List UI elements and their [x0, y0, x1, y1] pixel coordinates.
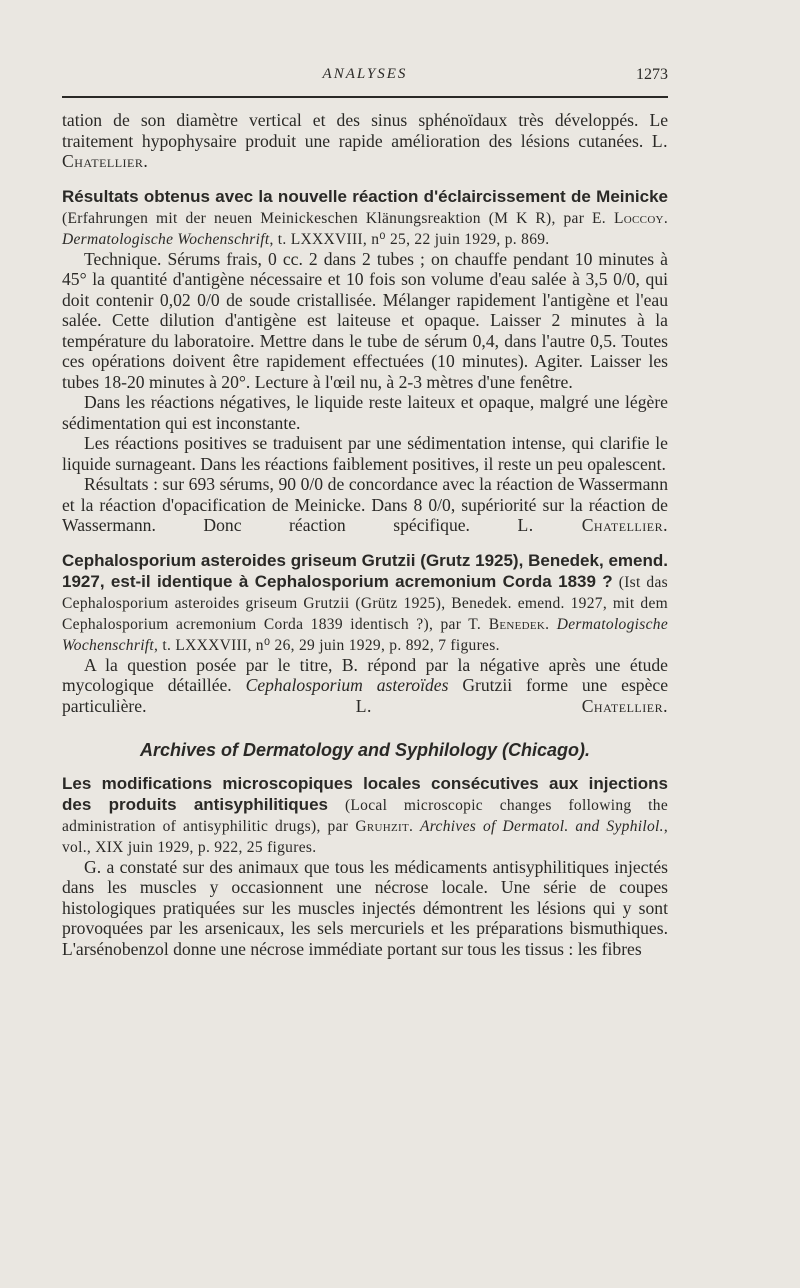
signature: L. Chatellier.	[62, 130, 668, 171]
body-paragraph: G. a constaté sur des animaux que tous les médicaments antisyphilitiques injectés dans les muscles y occasionnent une nécrose locale. Une série de coupes histologiques pratiquées sur les muscles injectés démontrent les lésions qui y sont provoquées par les arsenicaux, les sels mercuriels et les préparations bismuthiques. L'arsénobenzol donne une nécrose immédiate portant sur tous les tissus : les fibres	[62, 856, 668, 959]
body-paragraph: Dans les réactions négatives, le liquide reste laiteux et opaque, malgré une légère sédimentation qui est inconstante.	[62, 392, 668, 433]
signature: L. Chatellier.	[355, 695, 668, 716]
entry-title: Les modifications microscopiques locales consécutives aux injections des produits antisyphilitiques	[62, 773, 668, 814]
entry-journal: Dermatologische Wochenschrift	[62, 230, 270, 248]
body-paragraph: Technique. Sérums frais, 0 cc. 2 dans 2 tubes ; on chauffe pendant 10 minutes à 45° la quantité d'antigène nécessaire et 10 fois son volume d'eau salée à 3,5 0/0, qui doit contenir 0,02 0/0 de soude cristallisée. Mélanger rapidement l'antigène et l'eau salée. Cette dilution d'antigène est laiteuse et opaque. Laisser 2 minutes à la température du laboratoire. Mettre dans le tube de sérum 0,4, dans l'autre 0,5. Toutes ces opérations doivent être rapidement effectuées (10 minutes). Agiter. Laisser les tubes 18-20 minutes à 20°. Lecture à l'œil nu, à 2-3 mètres d'une fenêtre.	[62, 248, 668, 392]
entry-subtitle: (Erfahrungen mit der neuen Meinickeschen Klänungsreaktion (M K R), par E.	[62, 209, 606, 227]
species-name: Cephalosporium asteroïdes	[245, 675, 449, 695]
entry-title: Cephalosporium asteroides griseum Grutzii (Grutz 1925), Benedek, emend. 1927, est-il identique à Cephalosporium acremonium Corda 1839 ?	[62, 550, 668, 591]
entry-reference: , vol., XIX juin 1929, p. 922, 25 figures.	[62, 817, 668, 856]
body-paragraph: Les réactions positives se traduisent par une sédimentation intense, qui clarifie le liquide surnageant. Dans les réactions faiblement positives, il reste un peu opalescent.	[62, 433, 668, 474]
entry-header: Cephalosporium asteroides griseum Grutzii (Grutz 1925), Benedek, emend. 1927, est-il identique à Cephalosporium acremonium Corda 1839 ? (Ist das Cephalosporium asteroides griseum Grutzii (Grütz 1925), Benedek. emend. 1927, mit dem Cephalosporium acremonium Corda 1839 identisch ?), par T. Benedek. Dermatologische Wochenschrift, t. LXXXVIII, n⁰ 26, 29 juin 1929, p. 892, 7 figures.	[62, 550, 668, 654]
entry-subtitle: (Ist das Cephalosporium asteroides griseum Grutzii (Grütz 1925), Benedek. emend. 1927, mit dem Cephalosporium acremonium Corda 1839 identisch ?), par T.	[62, 573, 668, 633]
results-text: Résultats : sur 693 sérums, 90 0/0 de concordance avec la réaction de Wassermann et la réaction d'opacification de Meinicke. Dans 8 0/0, supériorité sur la réaction de Wassermann. Donc réaction spécifique.	[62, 474, 668, 535]
page-content	[62, 110, 668, 959]
entry-header: Les modifications microscopiques locales consécutives aux injections des produits antisyphilitiques (Local microscopic changes following the administration of antisyphilitic drugs), par Gruhzit. Archives of Dermatol. and Syphilol., vol., XIX juin 1929, p. 922, 25 figures.	[62, 773, 669, 856]
journal-section-heading: Archives of Dermatology and Syphilology (Chicago).	[139, 740, 591, 760]
entry-reference: , t. LXXXVIII, n⁰ 26, 29 juin 1929, p. 892, 7 figures.	[154, 636, 500, 654]
continuation-paragraph	[62, 110, 668, 172]
body-paragraph	[62, 655, 668, 717]
page-number: 1273	[636, 66, 668, 83]
signature: L. Chatellier.	[517, 515, 668, 535]
abstract-entry-meinicke	[62, 186, 668, 536]
page-header	[62, 66, 668, 88]
header-rule	[62, 96, 668, 98]
body-text: Grutzii forme une espèce particulière.	[62, 675, 669, 716]
entry-author: Loccoy	[614, 209, 664, 227]
entry-title: Résultats obtenus avec la nouvelle réaction d'éclaircissement de Meinicke	[62, 186, 668, 206]
entry-author: Benedek	[488, 615, 546, 633]
entry-author: Gruhzit	[355, 817, 409, 835]
running-title: ANALYSES	[322, 66, 408, 82]
entry-journal: Archives of Dermatol. and Syphilol.	[420, 817, 664, 835]
abstract-entry-gruhzit	[62, 773, 668, 960]
abstract-entry-cephalosporium	[62, 550, 668, 717]
entry-subtitle: (Local microscopic changes following the administration of antisyphilitic drugs), par	[62, 796, 669, 835]
entry-journal: Dermatologische Wochenschrift	[62, 615, 668, 654]
body-text: A la question posée par le titre, B. répond par la négative après une étude mycologique détaillée.	[62, 654, 668, 695]
body-paragraph	[62, 474, 668, 536]
continuation-text: tation de son diamètre vertical et des sinus sphénoïdaux très développés. Le traitement hypophysaire produit une rapide amélioration des lésions cutanées.	[62, 110, 668, 151]
entry-header: Résultats obtenus avec la nouvelle réaction d'éclaircissement de Meinicke (Erfahrungen mit der neuen Meinickeschen Klänungsreaktion (M K R), par E. Loccoy. Dermatologische Wochenschrift, t. LXXXVIII, n⁰ 25, 22 juin 1929, p. 869.	[62, 186, 668, 248]
entry-reference: , t. LXXXVIII, n⁰ 25, 22 juin 1929, p. 869.	[269, 230, 550, 248]
